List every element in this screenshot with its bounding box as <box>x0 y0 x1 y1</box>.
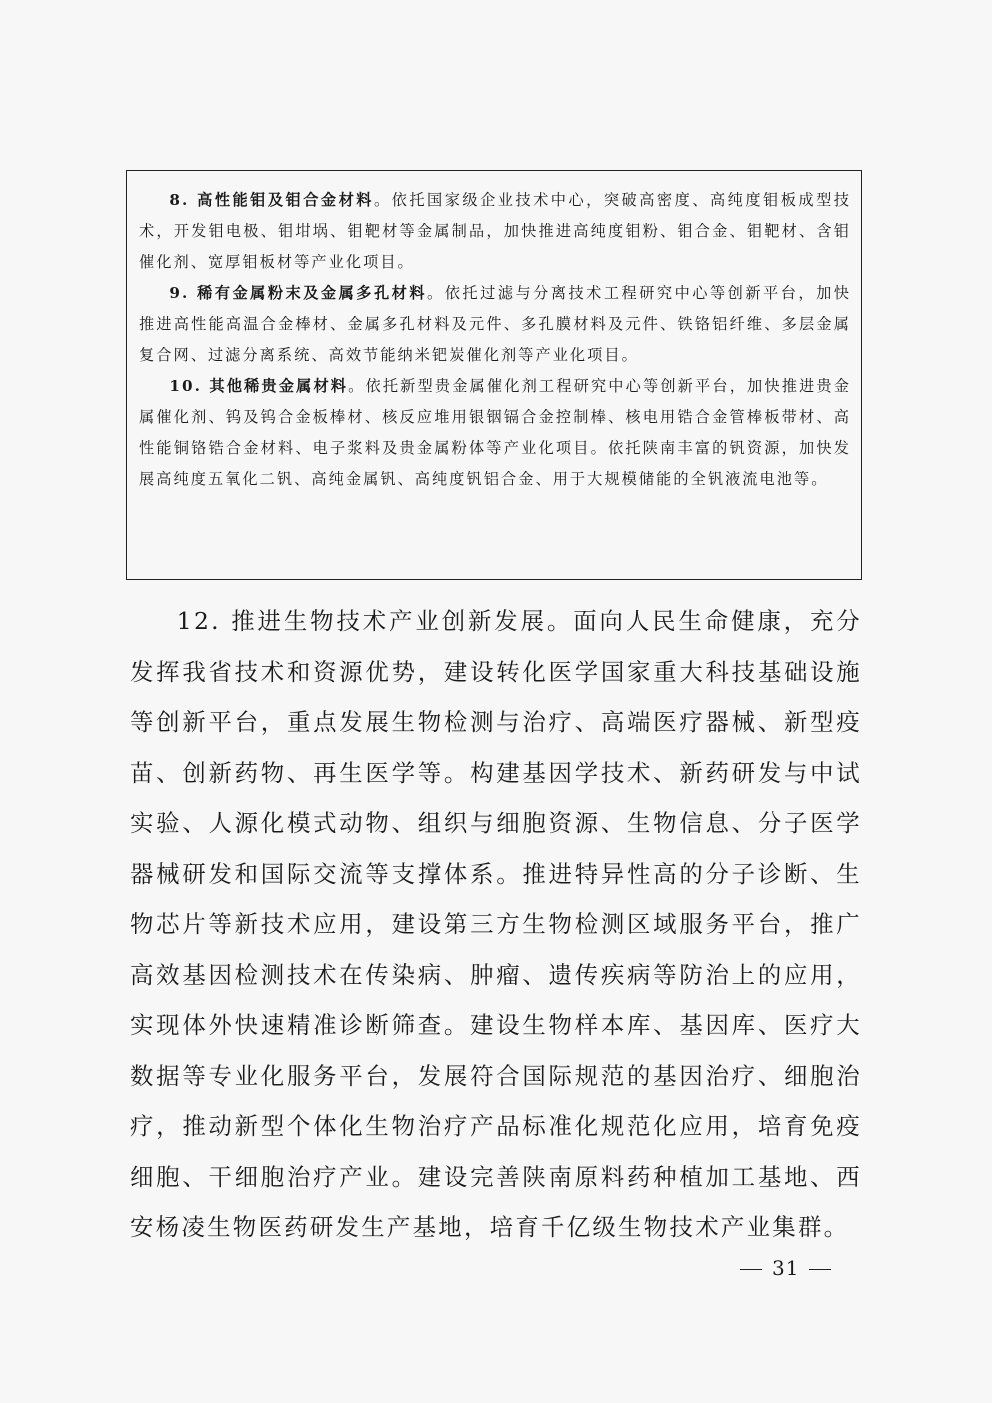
info-box <box>126 170 862 580</box>
page-number <box>730 1256 841 1280</box>
box-item-1-text: 。依托国家级企业技术中心，突破高密度、高纯度钼板成型技术，开发钼电极、钼坩埚、钼靶材等金属制品，加快推进高纯度钼粉、钼合金、钼靶材、含钼催化剂、宽厚钼板材等产业化项目。 <box>139 191 851 271</box>
box-item-2-title: 9. 稀有金属粉末及金属多孔材料 <box>169 284 428 302</box>
box-item-2-text: 。依托过滤与分离技术工程研究中心等创新平台，加快推进高性能高温合金棒材、金属多孔材料及元件、多孔膜材料及元件、铁铬铝纤维、多层金属复合网、过滤分离系统、高效节能纳米钯炭催化剂等产业化项目。 <box>139 284 851 364</box>
main-paragraph: 12. 推进生物技术产业创新发展。面向人民生命健康，充分发挥我省技术和资源优势，建设转化医学国家重大科技基础设施等创新平台，重点发展生物检测与治疗、高端医疗器械、新型疫苗、创新药物、再生医学等。构建基因学技术、新药研发与中试实验、人源化模式动物、组织与细胞资源、生物信息、分子医学器械研发和国际交流等支撑体系。推进特异性高的分子诊断、生物芯片等新技术应用，建设第三方生物检测区域服务平台，推广高效基因检测技术在传染病、肿瘤、遗传疾病等防治上的应用，实现体外快速精准诊断筛查。建设生物样本库、基因库、医疗大数据等专业化服务平台，发展符合国际规范的基因治疗、细胞治疗，推动新型个体化生物治疗产品标准化规范化应用，培育免疫细胞、干细胞治疗产业。建设完善陕南原料药种植加工基地、西安杨凌生物医药研发生产基地，培育千亿级生物技术产业集群。 <box>130 607 862 1241</box>
main-body <box>130 596 862 1253</box>
box-item-3-title: 10. 其他稀贵金属材料 <box>169 377 349 395</box>
dash-left <box>740 1269 762 1270</box>
box-paragraph-1 <box>139 185 851 278</box>
box-paragraph-3 <box>139 371 851 495</box>
dash-right <box>809 1269 831 1270</box>
page-number-text: 31 <box>772 1256 800 1280</box>
box-paragraph-2 <box>139 278 851 371</box>
box-item-1-title: 8. 高性能钼及钼合金材料 <box>169 191 374 209</box>
box-item-3-text: 。依托新型贵金属催化剂工程研究中心等创新平台，加快推进贵金属催化剂、钨及钨合金板棒材、核反应堆用银铟镉合金控制棒、核电用锆合金管棒板带材、高性能铜铬锆合金材料、电子浆料及贵金属粉体等产业化项目。依托陕南丰富的钒资源，加快发展高纯度五氧化二钒、高纯金属钒、高纯度钒铝合金、用于大规模储能的全钒液流电池等。 <box>139 377 851 488</box>
